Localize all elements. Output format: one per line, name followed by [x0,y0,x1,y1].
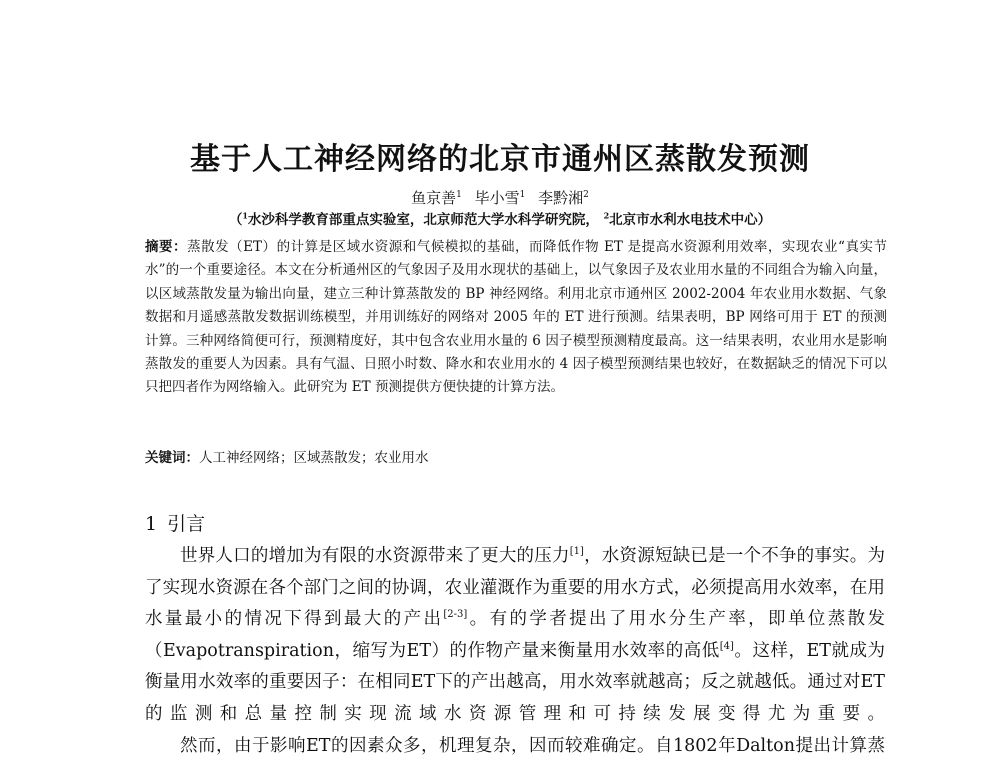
paper-title: 基于人工神经网络的北京市通州区蒸散发预测 [190,142,810,177]
body-text [145,541,885,762]
citation: [1] [569,546,584,558]
keywords-text: 人工神经网络；区域蒸散发；农业用水 [199,450,429,466]
author: 毕小雪$^1$ [474,189,526,207]
section-number: 1 [145,513,158,535]
abstract-label: 摘要： [145,239,188,255]
author-list [0,187,1000,208]
section-heading [145,509,205,536]
section-title: 引言 [167,513,206,535]
keywords [145,448,887,468]
affiliations: （$^1$水沙科学教育部重点实验室，北京师范大学水科学研究院， $^2$北京市水利水电技术中心） [228,210,772,228]
keywords-label: 关键词： [145,450,199,466]
author: 鱼京善$^1$ [411,189,462,207]
author: 李黔湘$^2$ [538,189,589,207]
paragraph: 世界人口的增加为有限的水资源带来了更大的压力[1]，水资源短缺已是一个不争的事实。为了实现水资源在各个部门之间的协调，农业灌溉作为重要的用水方式，必须提高用水效率，在用水量最小的情况下得到最大的产出[2-3]。有的学者提出了用水分生产率，即单位蒸散发（Evapotranspiration，缩写为ET）的作物产量来衡量用水效率的高低[4]。这样，ET就成为衡量用水效率的重要因子：在相同ET下的产出越高，用水效率就越高；反之就越低。通过对ET的监测和总量控制实现流域水资源管理和可持续发展变得尤为重要。 [145,546,886,724]
citation: [4] [719,640,734,652]
paragraph: 然而，由于影响ET的因素众多，机理复杂，因而较难确定。自1802年Dalton提出计算蒸 [180,735,885,756]
abstract [145,236,887,400]
citation: [2-3] [443,609,468,621]
abstract-text: 蒸散发（ET）的计算是区域水资源和气候模拟的基础，而降低作物 ET 是提高水资源利用效率，实现农业“真实节水”的一个重要途径。本文在分析通州区的气象因子及用水现状的基础上，以气象因子及农业用水量的不同组合为输入向量，以区域蒸散发量为输出向量，建立三种计算蒸散发的 BP 神经网络。利用北京市通州区 2002-2004 年农业用水数据、气象数据和月遥感蒸散发数据训练模型，并用训练好的网络对 2005 年的 ET 进行预测。结果表明，BP 网络可用于 ET 的预测计算。三种网络简便可行，预测精度好，其中包含农业用水量的 6 因子模型预测精度最高。这一结果表明，农业用水是影响蒸散发的重要人为因素。具有气温、日照小时数、降水和农业用水的 4 因子模型预测结果也较好，在数据缺乏的情况下可以只把四者作为网络输入。此研究为 ET 预测提供方便快捷的计算方法。 [145,239,888,396]
